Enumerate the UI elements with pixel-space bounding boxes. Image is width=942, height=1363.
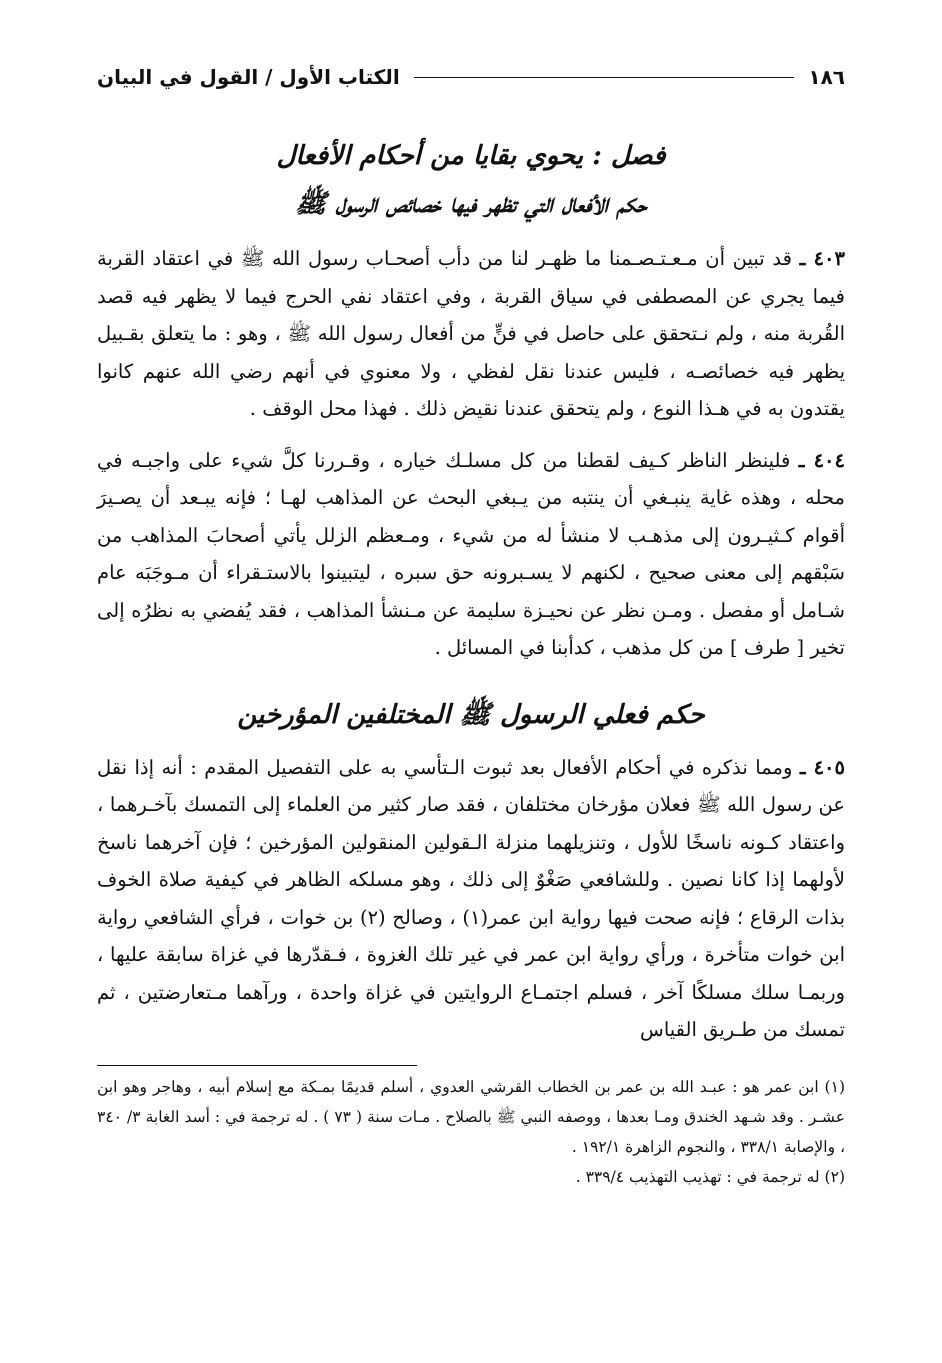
footnote-2: (٢) له ترجمة في : تهذيب التهذيب ٣٣٩/٤ . bbox=[575, 1167, 845, 1186]
footnote-1: (١) ابن عمر هو : عبـد الله بن عمر بن الخطاب القرشي العدوي ، أسلم قديمًا بمـكة مع إسلام أبيه ، وهاجر وهو ابن عشـر . وقد شـهد الخندق ومـا بعدها ، ووصفه النبي ﷺ بالصلاح . مـات سنة ( ٧٣ ) . له ترجمة في : أسد الغابة ٣/ ٣٤٠ ، والإصابة ٣٣٨/١ ، والنجوم الزاهرة ١٩٢/١ . bbox=[97, 1077, 845, 1156]
page-number: ١٨٦ bbox=[808, 65, 845, 89]
section-title-dated-acts: حكم فعلي الرسول ﷺ المختلفين المؤرخين bbox=[237, 699, 705, 730]
page-header bbox=[97, 60, 845, 94]
section-title-chapter: فصل : يحوي بقايا من أحكام الأفعال bbox=[276, 141, 666, 171]
paragraph-text: فلينظر الناظر كـيف لقطنا من كل مسلـك خياره ، وقـررنا كلَّ شيء على واجبـه في محله ، وهذه غاية ينبـغي أن ينتبه من يـبغي البحث عن المذاهب لهـا ؛ فإنه يبـعد أن يصـيرَ أقوام كـثيـرون إلى مذهـب لا منشأ له من شيء ، ومـعظم الزلل يأتي أصحابَ المذاهب من سَبْقهم إلى معنى صحيح ، لكنهم لا يسـبرونه حق سبره ، ليتبينوا بالاستـقراء أن مـوجَبَه عام شـامل أو مفصل . ومـن نظر عن نحيـزة سليمة عن مـنشأ المذاهب ، فقد يُفضي به نظرُه إلى تخير [ طرف ] من كل مذهب ، كدأبنا في المسائل . bbox=[97, 448, 845, 659]
header-rule bbox=[414, 77, 795, 78]
footnotes bbox=[97, 1072, 845, 1192]
paragraph-number: ٤٠٥ ـ bbox=[799, 755, 845, 779]
running-title: الكتاب الأول / القول في البيان bbox=[97, 65, 400, 89]
paragraph-405 bbox=[97, 749, 845, 1049]
section-title-prophet-specific-acts: حكم الأفعال التي تظهر فيها خصائص الرسول ﷺ bbox=[295, 189, 647, 219]
paragraph-text: ومما نذكره في أحكام الأفعال بعد ثبوت الـتأسي به على التفصيل المقدم : أنه إذا نقل عن رسول الله ﷺ فعلان مؤرخان مختلفان ، فقد صار كثير من العلماء إلى التمسك بآخـرهما ، واعتقاد كـونه ناسخًا للأول ، وتنزيلهما منزلة الـقولين المنقولين المؤرخين ؛ فإن آخرهما ناسخ لأولهما إذا كانا نصين . وللشافعي صَغْوٌ إلى ذلك ، وهو مسلكه الظاهر في كيفية صلاة الخوف بذات الرقاع ؛ فإنه صحت فيها رواية ابن عمر(١) ، وصالح (٢) بن خوات ، فرأي الشافعي رواية ابن خوات متأخرة ، ورأي رواية ابن عمر في غير تلك الغزوة ، فـقدّرها في غزاة سابقة عليها ، وربمـا سلك مسلكًا آخر ، فسلم اجتمـاع الروايتين في غزاة واحدة ، ورآهما مـتعارضتين ، ثم تمسك من طـريق القياس bbox=[97, 755, 845, 1041]
paragraph-number: ٤٠٣ ـ bbox=[799, 247, 845, 270]
paragraph-number: ٤٠٤ ـ bbox=[798, 448, 845, 472]
footnote-divider bbox=[97, 1065, 417, 1066]
paragraph-403 bbox=[97, 240, 845, 428]
paragraph-404 bbox=[97, 442, 845, 667]
paragraph-text: قد تبين أن مـعـتـصـمنا ما ظهـر لنا من دأب أصحـاب رسول الله ﷺ في اعتقاد القربة فيما يجري عن المصطفى في سياق القربة ، وفي اعتقاد نفي الحرج فيما لا يظهر فيه قصد القُربة منه ، ولم نـتحقق على حاصل في فنٍّ من أفعال رسول الله ﷺ ، وهو : ما يتعلق بقـبيل يظهر فيه خصائصـه ، فليس عندنا نقل لفظي ، ولا معنوي في أنهم رضي الله عنهم كانوا يقتدون به في هـذا النوع ، ولم يتحقق عندنا نقيض ذلك . فهذا محل الوقف . bbox=[97, 247, 845, 420]
